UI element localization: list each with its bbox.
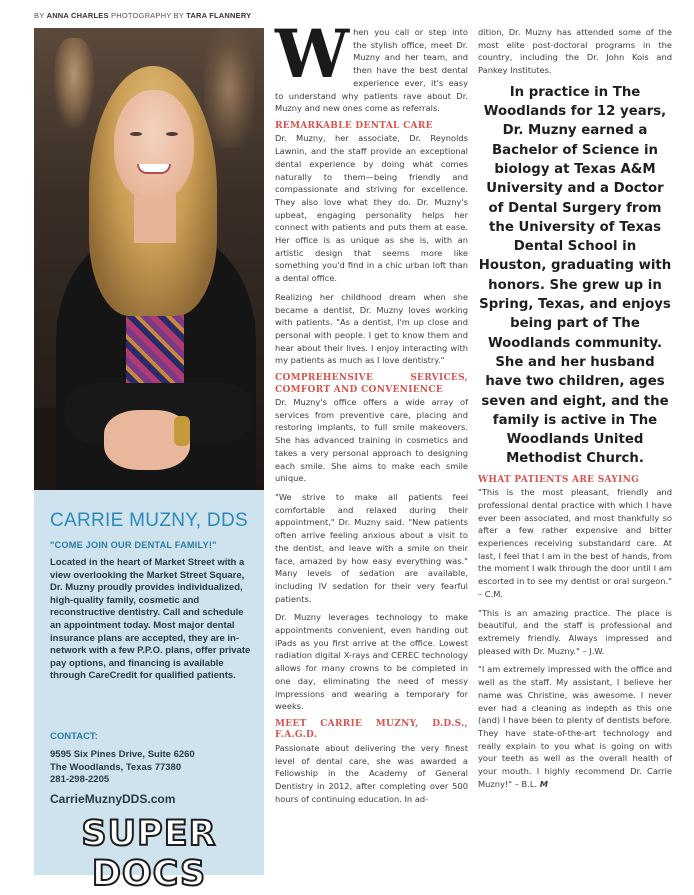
doctor-name: CARRIE MUZNY, DDS bbox=[50, 510, 248, 531]
byline-photo-label: PHOTOGRAPHY BY bbox=[111, 11, 184, 20]
eye-right bbox=[166, 132, 178, 136]
byline-by-label: BY bbox=[34, 11, 45, 20]
testimonial-1: "This is the most pleasant, friendly and professional dental practice with which I have ever been associated, and most thankfully so after a few rather expensive and bitter experiences receiving substandard care. At last, I feel that I am in the best of hands, from the moment I walk through the door until I am escorted in to see my dentist or oral surgeon." – C.M. bbox=[478, 487, 672, 599]
smile bbox=[137, 164, 171, 174]
phone-number[interactable]: 281-298-2205 bbox=[50, 774, 110, 785]
lamp-left bbox=[54, 38, 94, 128]
heading-patients-saying: WHAT PATIENTS ARE SAYING bbox=[478, 474, 640, 485]
byline bbox=[34, 11, 251, 20]
paragraph-5: Dr. Muzny leverages technology to make appointments convenient, even handing out iPads as you first arrive at the office. Lowest radiation digital X-rays and CEREC technology allows for many crowns to be completed in one day, eliminating the need of messy impressions and wearing a temporary for weeks. bbox=[275, 612, 468, 712]
testimonial-2: "This is an amazing practice. The place is beautiful, and the staff is professional and extremely friendly. Always impressed and pleased with Dr. Muzny." – J.W. bbox=[478, 607, 672, 656]
paragraph-4: "We strive to make all patients feel comfortable and relaxed during their appointment," Dr. Muzny said. "New patients often arrive feeling anxious about a visit to the dentist, and leave with a smile on their face, amazed by how easy everything was." Many levels of sedation are available, including IV sedation for their very fearful patients. bbox=[275, 492, 468, 604]
intro-paragraph bbox=[275, 15, 468, 115]
pull-quote: In practice in The Woodlands for 12 years, Dr. Muzny earned a Bachelor of Science in biology at Texas A&M University and a Doctor of Dental Surgery from the University of Texas Dental School in Houston, graduating with honors. She grew up in Spring, Texas, and enjoys being part of The Woodlands community. She and her husband have two children, ages seven and eight, and the family is active in The Woodlands United Methodist Church. bbox=[478, 84, 672, 467]
neck bbox=[134, 193, 176, 243]
face bbox=[114, 90, 194, 200]
intro-text: hen you call or step into the stylish office, meet Dr. Muzny and her team, and then have the best dental experience ever, it's easy to understand why patients rave about Dr. Muzny and new ones come as referrals. bbox=[275, 27, 468, 114]
paragraph-7: dition, Dr. Muzny has attended some of the most elite post-doctoral programs in the country, including the Dr. John Kois and Pankey Institutes. bbox=[478, 27, 672, 76]
paragraph-1: Dr. Muzny, her associate, Dr. Reynolds Lawnin, and the staff provide an exceptional dental experience by doing what comes naturally to them—being friendly and compassionate and striving for excellence. They also love what they do. Dr. Muzny's upbeat, engaging personality helps her connect with patients and puts them at ease. Her office is as unique as she is, with an artistic design that seems more like something you'd find in a chic urban loft than a dental office. bbox=[275, 133, 468, 284]
end-mark: M bbox=[539, 778, 549, 789]
heading-comprehensive-services: COMPREHENSIVE SERVICES, COMFORT AND CONVENIENCE bbox=[275, 373, 468, 395]
byline-author: ANNA CHARLES bbox=[46, 11, 109, 20]
byline-photographer: TARA FLANNERY bbox=[186, 11, 252, 20]
contact-label: CONTACT: bbox=[50, 731, 98, 742]
paragraph-2: Realizing her childhood dream when she became a dentist, Dr. Muzny loves working with patients. "As a dentist, I'm up close and personal with people. I get to know them and hear about their lives. I enjoy interacting with my patients as much as I love dentistry." bbox=[275, 291, 468, 366]
super-docs-logo: SUPER DOCS bbox=[81, 814, 217, 894]
heading-meet-carrie: MEET CARRIE MUZNY, D.D.S., F.A.G.D. bbox=[275, 718, 468, 741]
contact-sidebar bbox=[34, 490, 264, 894]
paragraph-3: Dr. Muzny's office offers a wide array of services from preventive care, placing and restoring implants, to full smile makeovers. She has advanced training in cosmetics and takes a very personal approach to designing each smile. She aims to make each smile unique. bbox=[275, 397, 468, 484]
drop-cap: W bbox=[275, 15, 350, 93]
paragraph-6: Passionate about delivering the very finest level of dental care, she was awarded a Fellowship in the Academy of General Dentistry in 2012, after completing over 500 hours of continuing education. In ad- bbox=[275, 742, 468, 804]
testimonial-3 bbox=[478, 663, 672, 790]
contact-address bbox=[50, 749, 195, 787]
sidebar-description: Located in the heart of Market Street with a view overlooking the Market Street Square, Dr. Muzny proudly provides individualized, high-quality family, cosmetic and reconstructive dentistry. Call and schedule an appointment today. Most major dental insurance plans are accepted, they are in-network with a few P.P.O. plans, offer private pay options, and financing is available through CareCredit for qualified patients. bbox=[50, 557, 251, 682]
address-line-2: The Woodlands, Texas 77380 bbox=[50, 761, 182, 773]
portrait-photo bbox=[34, 28, 264, 490]
bracelet bbox=[174, 416, 190, 446]
website-link[interactable]: CarrieMuznyDDS.com bbox=[50, 792, 176, 806]
address-line-1: 9595 Six Pines Drive, Suite 6260 bbox=[50, 749, 195, 760]
article-column-2 bbox=[478, 26, 672, 796]
testimonial-3-text: "I am extremely impressed with the office and well as the staff. My assistant, I believe her name was Christine, was awesome. I never ever had a cleaning as indepth as this one (and) I have been to plenty of dentists before. They have state-of-the-art technology and really explain to you what is going on with your teeth as well as the overall health of your mouth. I highly recommend Dr. Carrie Muzny!" – B.L. bbox=[478, 664, 672, 789]
sidebar-tagline: "COME JOIN OUR DENTAL FAMILY!" bbox=[50, 540, 217, 550]
article-column-1 bbox=[275, 15, 468, 811]
eye-left bbox=[130, 132, 142, 136]
heading-remarkable-care: REMARKABLE DENTAL CARE bbox=[275, 120, 433, 131]
lamp-right bbox=[204, 28, 254, 148]
